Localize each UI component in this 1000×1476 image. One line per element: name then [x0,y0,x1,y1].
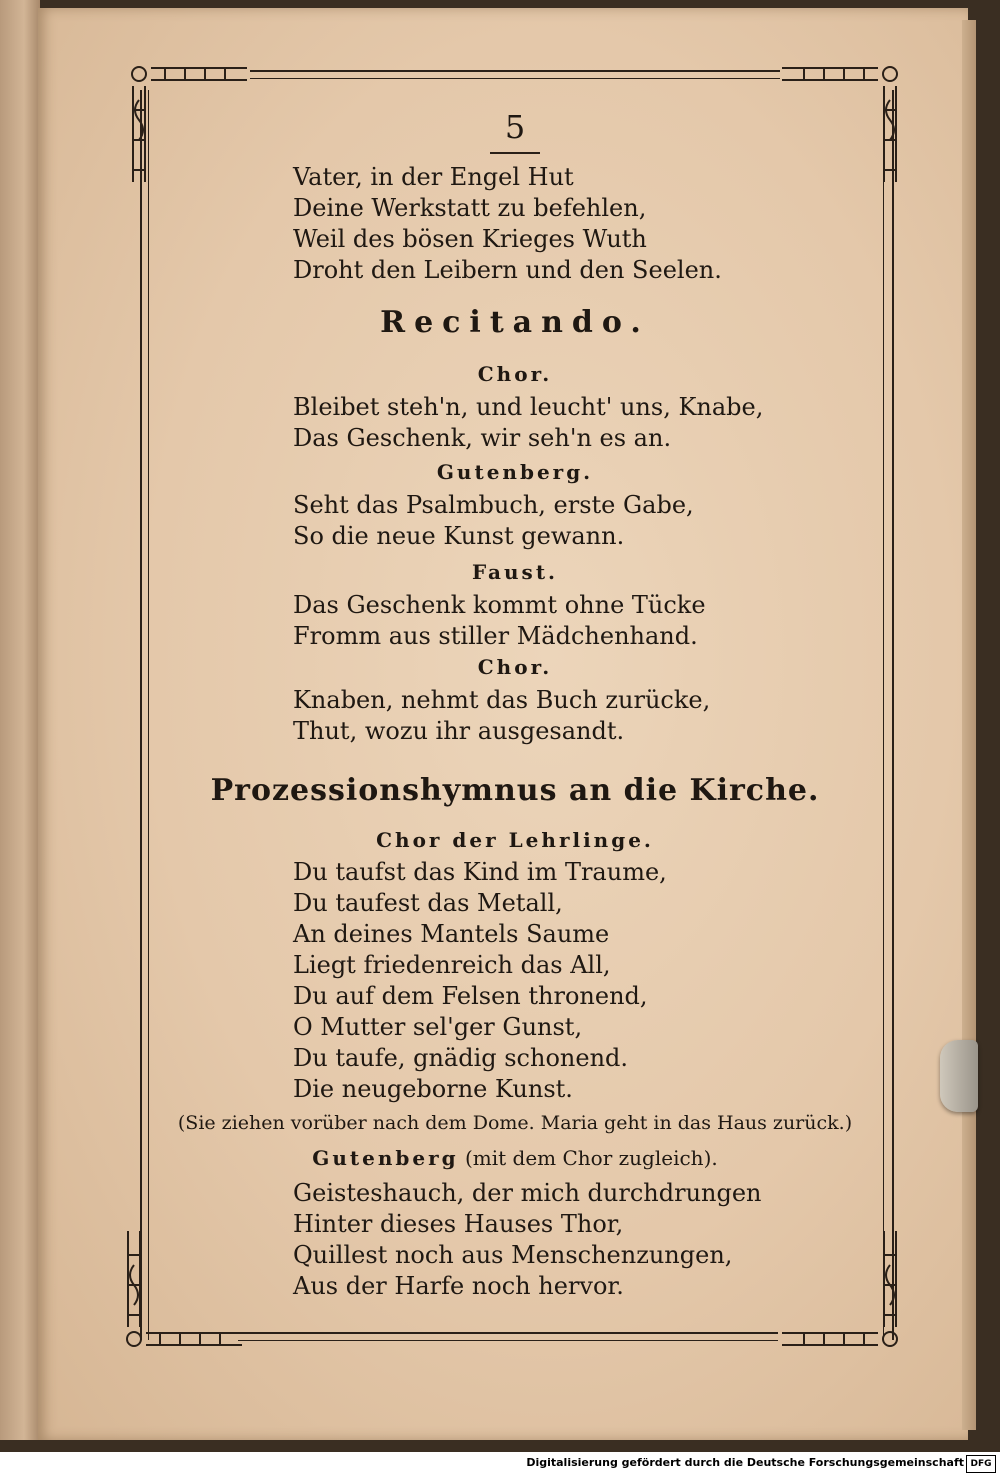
verse-line: So die neue Kunst gewann. [293,522,625,550]
page-content [150,100,880,1330]
verse-line: Geisteshauch, der mich durchdrungen [293,1179,762,1207]
verse-line: Du taufst das Kind im Traume, [293,858,667,886]
procession-heading: Prozessionshymnus an die Kirche. [210,773,820,808]
verse-line: Du taufest das Metall, [293,889,563,917]
speaker-gutenberg: Gutenberg [312,1146,459,1170]
verse-line: Vater, in der Engel Hut [293,163,574,191]
page-stack-edge [962,20,976,1430]
frame-top-rule [250,70,780,72]
recitando-heading: Recitando. [380,305,650,340]
page-number-rule [490,152,540,154]
verse-line: Die neugeborne Kunst. [293,1075,573,1103]
page-number: 5 [504,108,526,146]
verse-line: Seht das Psalmbuch, erste Gabe, [293,491,694,519]
verse-line: Das Geschenk kommt ohne Tücke [293,591,706,619]
verse-line: Du taufe, gnädig schonend. [293,1044,629,1072]
verse-line: Deine Werkstatt zu befehlen, [293,194,647,222]
verse-line: An deines Mantels Saume [293,920,610,948]
bookmark-tab [940,1040,978,1112]
verse-line: Hinter dieses Hauses Thor, [293,1210,624,1238]
verse-line: Quillest noch aus Menschenzungen, [293,1241,733,1269]
stage-direction: (Sie ziehen vorüber nach dem Dome. Maria geht in das Haus zurück.) [177,1112,853,1134]
verse-line: Knaben, nehmt das Buch zurücke, [293,686,711,714]
dfg-logo: DFG [966,1455,996,1473]
speaker-gutenberg: Gutenberg. [436,460,594,484]
speaker-lehrlinge: Chor der Lehrlinge. [376,828,654,852]
verse-line: Du auf dem Felsen thronend, [293,982,648,1010]
speaker-faust: Faust. [471,560,559,584]
frame-top-rule-thin [250,78,780,79]
verse-line: Droht den Leibern und den Seelen. [293,256,722,284]
verse-line: Thut, wozu ihr ausgesandt. [293,717,625,745]
verse-line: Weil des bösen Krieges Wuth [293,225,647,253]
verse-line: Bleibet steh'n, und leucht' uns, Knabe, [293,393,764,421]
verse-line: Das Geschenk, wir seh'n es an. [293,424,672,452]
footer-credit: Digitalisierung gefördert durch die Deutsche Forschungsgemeinschaft [526,1456,964,1469]
footer-bar [0,1452,1000,1476]
frame-bottom-rule [238,1332,778,1334]
speaker-gutenberg-line [150,1146,880,1170]
verse-line: Fromm aus stiller Mädchenhand. [293,622,698,650]
facing-page-edge [0,0,40,1440]
verse-line: Aus der Harfe noch hervor. [293,1272,624,1300]
verse-line: O Mutter sel'ger Gunst, [293,1013,583,1041]
frame-bottom-rule-thin [238,1340,778,1341]
speaker-chor: Chor. [477,655,553,679]
speaker-note: (mit dem Chor zugleich). [464,1146,718,1170]
speaker-chor: Chor. [477,362,553,386]
verse-line: Liegt friedenreich das All, [293,951,611,979]
